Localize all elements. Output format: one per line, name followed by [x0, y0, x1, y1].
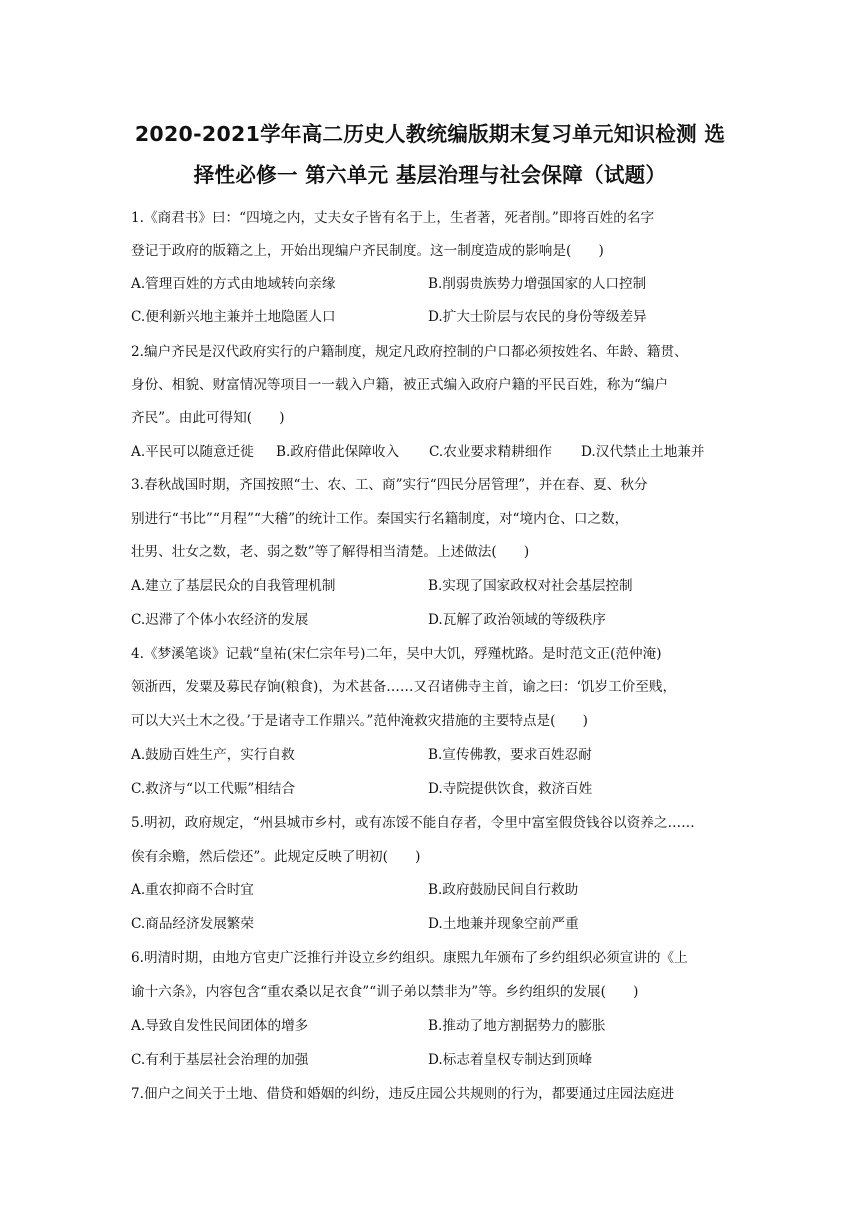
- question-7-stem-line-1: 7.佃户之间关于土地、借贷和婚姻的纠纷，违反庄园公共规则的行为，都要通过庄园法庭进: [131, 1086, 675, 1102]
- question-2-stem-line-3: 齐民”。由此可得知( ): [131, 410, 285, 426]
- question-2-option-b: B.政府借此保障收入: [276, 444, 400, 460]
- question-1-option-c: C.便利新兴地主兼并土地隐匿人口: [131, 309, 336, 325]
- question-6-stem-line-2: 谕十六条》，内容包含“重农桑以足衣食”“训子弟以禁非为”等。乡约组织的发展( ): [131, 984, 639, 1000]
- question-3-option-a: A.建立了基层民众的自我管理机制: [131, 578, 336, 594]
- question-1-option-a: A.管理百姓的方式由地域转向亲缘: [131, 276, 336, 292]
- document-title-line-1: 2020-2021学年高二历史人教统编版期末复习单元知识检测 选: [134, 122, 726, 146]
- question-2-option-a: A.平民可以随意迁徙: [131, 444, 254, 460]
- question-5-stem-line-1: 5.明初，政府规定，“州县城市乡村，或有冻馁不能自存者，令里中富室假贷钱谷以资养之……: [131, 815, 695, 831]
- question-5-option-a: A.重农抑商不合时宜: [131, 882, 254, 898]
- question-2-stem-line-1: 2.编户齐民是汉代政府实行的户籍制度，规定凡政府控制的户口都必须按姓名、年龄、籍贯、: [131, 344, 688, 360]
- question-1-option-d: D.扩大士阶层与农民的身份等级差异: [428, 309, 647, 325]
- question-3-stem-line-2: 别进行“书比”“月程”“大稽”的统计工作。秦国实行名籍制度，对“境内仓、口之数，: [131, 511, 629, 527]
- question-4-option-a: A.鼓励百姓生产，实行自救: [131, 747, 295, 763]
- question-5-option-d: D.土地兼并现象空前严重: [428, 916, 579, 932]
- question-2-stem-line-2: 身份、相貌、财富情况等项目一一载入户籍，被正式编入政府户籍的平民百姓，称为“编户: [131, 377, 669, 393]
- question-3-option-c: C.迟滞了个体小农经济的发展: [131, 612, 309, 628]
- question-3-option-b: B.实现了国家政权对社会基层控制: [428, 578, 633, 594]
- question-6-option-c: C.有利于基层社会治理的加强: [131, 1052, 309, 1068]
- question-1-option-b: B.削弱贵族势力增强国家的人口控制: [428, 276, 647, 292]
- question-4-stem-line-2: 领浙西，发粟及募民存饷(粮食)，为术甚备……又召诸佛寺主首，谕之曰：‘饥岁工价至贱，: [131, 679, 677, 695]
- question-6-option-b: B.推动了地方割据势力的膨胀: [428, 1018, 606, 1034]
- question-4-option-b: B.宣传佛教，要求百姓忍耐: [428, 747, 592, 763]
- question-3-stem-line-1: 3.春秋战国时期，齐国按照“士、农、工、商”实行“四民分居管理”，并在春、夏、秋分: [131, 477, 648, 493]
- question-5-option-b: B.政府鼓励民间自行救助: [428, 882, 579, 898]
- question-3-option-d: D.瓦解了政治领域的等级秩序: [428, 612, 606, 628]
- document-title-line-2: 择性必修一 第六单元 基层治理与社会保障（试题）: [193, 163, 667, 187]
- question-4-stem-line-3: 可以大兴土木之役。’于是诸寺工作鼎兴。”范仲淹救灾措施的主要特点是( ): [131, 713, 588, 729]
- question-1-stem-line-2: 登记于政府的版籍之上，开始出现编户齐民制度。这一制度造成的影响是( ): [131, 243, 604, 259]
- question-6-stem-line-1: 6.明清时期，由地方官吏广泛推行并设立乡约组织。康熙九年颁布了乡约组织必须宣讲的《上: [131, 950, 688, 966]
- question-2-option-c: C.农业要求精耕细作: [429, 444, 552, 460]
- question-3-stem-line-3: 壮男、壮女之数，老、弱之数”等了解得相当清楚。上述做法( ): [131, 544, 530, 560]
- question-1-stem-line-1: 1.《商君书》曰：“四境之内，丈夫女子皆有名于上，生者著，死者削。”即将百姓的名字: [131, 210, 655, 226]
- question-4-option-c: C.救济与“以工代赈”相结合: [131, 781, 296, 797]
- question-6-option-a: A.导致自发性民间团体的增多: [131, 1018, 309, 1034]
- question-5-stem-line-2: 俟有余赡，然后偿还”。此规定反映了明初( ): [131, 849, 421, 865]
- question-5-option-c: C.商品经济发展繁荣: [131, 916, 254, 932]
- question-6-option-d: D.标志着皇权专制达到顶峰: [428, 1052, 593, 1068]
- question-4-stem-line-1: 4.《梦溪笔谈》记载“皇祐(宋仁宗年号)二年，吴中大饥，殍殣枕路。是时范文正(范仲淹): [131, 646, 662, 662]
- question-4-option-d: D.寺院提供饮食，救济百姓: [428, 781, 593, 797]
- question-2-option-d: D.汉代禁止土地兼并: [581, 444, 705, 460]
